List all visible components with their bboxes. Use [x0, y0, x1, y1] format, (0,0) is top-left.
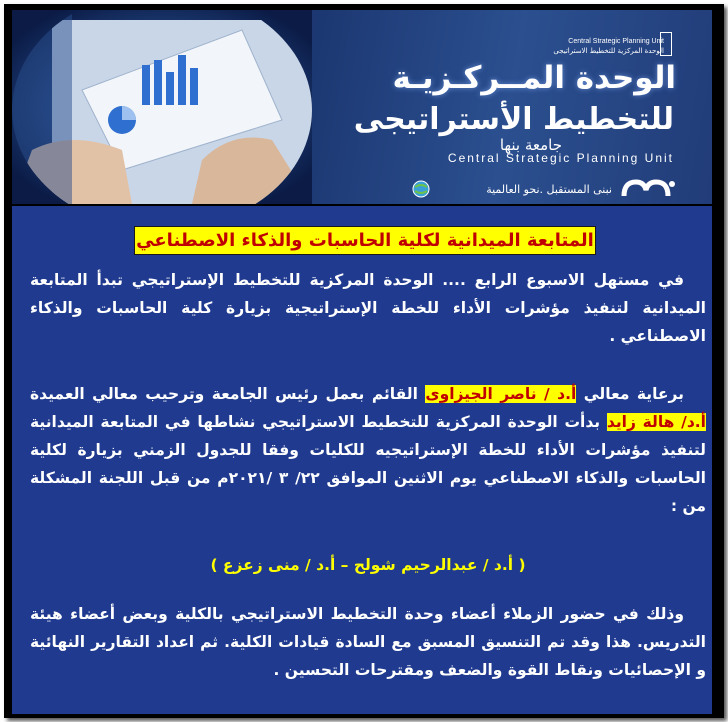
committee-names: ( أ.د / عبدالرحيم شولح – أ.د / منى زعزع ) — [210, 556, 526, 574]
paragraph-visit-part2: القائم بعمل رئيس الجامعة وترحيب معالي العميدة — [30, 385, 426, 403]
banner-slogan: نبنى المستقبل .نحو العالمية — [486, 183, 612, 196]
paragraph-visit-part1: برعاية معالي — [576, 385, 684, 403]
paragraph-intro-text: في مستهل الاسبوع الرابع .... الوحدة المركزية للتخطيط الإستراتيجي تبدأ المتابعة الميدانية لتنفيذ مؤشرات الأداء للخطة الإستراتيجية بزيارة كلية الحاسبات والذكاء الاصطناعي . — [30, 271, 706, 345]
banner-photo — [12, 10, 312, 204]
banner-title-line1: الوحدة المــركـزيـة — [392, 60, 676, 96]
paragraph-closing — [30, 600, 706, 684]
paragraph-intro — [30, 266, 706, 350]
banner-university: جامعة بنها — [499, 136, 562, 154]
paragraph-visit-part3: بدأت الوحدة المركزية للتخطيط الاستراتيجي نشاطها في المتابعة الميدانية لتنفيذ مؤشرات الأداء للخطة الإستراتيجيه للكليات وفقا للجدول الزمني بزيارة لكلية الحاسبات والذكاء الاصطناعي يوم الاثنين الموافق ٢٢/ ٣ /٢٠٢١م من قبل اللجنة المشكلة من : — [30, 413, 706, 515]
heading-text: المتابعة الميدانية لكلية الحاسبات والذكاء الاصطناعي — [136, 230, 594, 251]
banner-english-title: Central Strategic Planning Unit — [447, 151, 674, 165]
header-banner — [12, 10, 712, 204]
paragraph-visit — [30, 380, 706, 520]
paragraph-closing-text: وذلك في حضور الزملاء أعضاء وحدة التخطيط الاستراتيجي بالكلية وبعض أعضاء هيئة التدريس. هذا وقد تم التنسيق المسبق مع السادة قيادات الكلية. ثم اعداد التقارير النهائية و الإحصائيات ونقاط القوة والضعف ومقترحات التحسين . — [30, 605, 706, 679]
section-heading — [134, 226, 596, 255]
banner-title-line2: للتخطيط الأستراتيجى — [353, 102, 674, 137]
banner-small-arabic: الوحدة المركزية للتخطيط الاستراتيجى — [553, 47, 664, 55]
brand-mark-icon — [620, 176, 676, 202]
banner-small-english: Central Strategic Planning Unit — [568, 38, 664, 45]
president-name: أ.د / ناصر الجيزاوى — [425, 385, 577, 403]
dean-name: أ.د/ هالة زايد — [606, 413, 706, 431]
globe-icon — [412, 180, 430, 198]
